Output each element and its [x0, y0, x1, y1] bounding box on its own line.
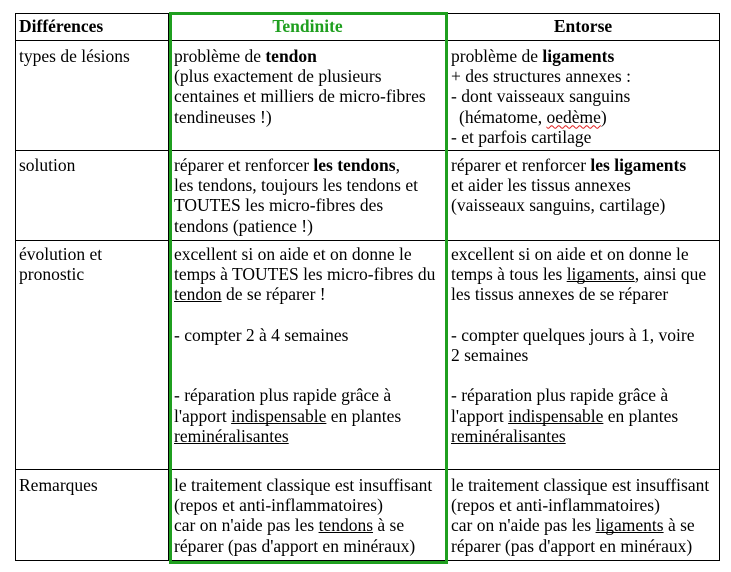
- cell-line: excellent si on aide et on donne le: [174, 244, 412, 264]
- text-segment: car on n'aide pas les: [451, 515, 596, 536]
- header-entorse: [447, 14, 720, 41]
- blank-line: [451, 365, 717, 385]
- cell-line: [451, 46, 717, 66]
- row-label: évolution et: [19, 244, 103, 264]
- underlined-text: tendons: [318, 515, 374, 536]
- cell-line: (repos et anti-inflammatoires): [174, 495, 383, 516]
- cell-remarques-tendinite: [169, 470, 447, 561]
- text-segment: temps à tous les: [451, 264, 567, 285]
- cell-line: [451, 107, 717, 127]
- text-segment: l'apport: [451, 405, 509, 426]
- cell-line: [451, 426, 717, 446]
- cell-line: - réparation plus rapide grâce à: [174, 385, 392, 406]
- cell-line: (plus exactement de plusieurs: [174, 66, 382, 87]
- cell-line: le traitement classique est insuffisant: [174, 475, 433, 495]
- header-label: Différences: [19, 16, 104, 36]
- cell-remarques-entorse: [447, 470, 720, 561]
- cell-evolution-pronostic-tendinite: [169, 241, 447, 470]
- text-segment: à se: [663, 515, 695, 536]
- text-segment: l'apport: [174, 405, 232, 426]
- spellcheck-flagged-text: oedème: [546, 106, 601, 127]
- cell-line: (repos et anti-inflammatoires): [451, 495, 660, 516]
- cell-line: les tendons, toujours les tendons et: [174, 175, 419, 196]
- underlined-text: ligaments: [566, 264, 635, 285]
- cell-line: centaines et milliers de micro-fibres: [174, 86, 426, 107]
- header-label: Entorse: [553, 16, 613, 36]
- comparison-table: [15, 13, 720, 561]
- cell-remarques-label: [16, 470, 169, 561]
- cell-types-de-lesions-entorse: [447, 41, 720, 151]
- blank-line: [451, 305, 717, 325]
- blank-line: [174, 345, 444, 365]
- text-segment: en plantes: [603, 405, 679, 426]
- cell-line: les tissus annexes de se réparer: [451, 284, 669, 305]
- cell-line: - compter 2 à 4 semaines: [174, 324, 349, 345]
- row-label: solution: [19, 155, 76, 175]
- cell-line: et aider les tissus annexes: [451, 175, 631, 196]
- text-segment: (hématome,: [459, 106, 547, 127]
- bold-text: les ligaments: [590, 155, 687, 175]
- cell-line: (vaisseaux sanguins, cartilage): [451, 195, 666, 216]
- text-segment: car on n'aide pas les: [174, 515, 319, 536]
- cell-line: 2 semaines: [451, 344, 529, 365]
- cell-line: excellent si on aide et on donne le: [451, 244, 689, 264]
- underlined-text: reminéralisantes: [451, 425, 566, 446]
- header-differences: [16, 14, 169, 41]
- underlined-text: tendon: [174, 284, 222, 305]
- cell-line: - compter quelques jours à 1, voire: [451, 324, 695, 345]
- cell-line: [174, 426, 444, 446]
- cell-types-de-lesions-label: [16, 41, 169, 151]
- cell-line: TOUTES les micro-fibres des: [174, 195, 384, 216]
- underlined-text: reminéralisantes: [174, 425, 289, 446]
- blank-line: [174, 305, 444, 325]
- row-label: pronostic: [19, 264, 85, 285]
- cell-evolution-pronostic-label: [16, 241, 169, 470]
- cell-line: [174, 406, 444, 426]
- bold-text: tendon: [265, 46, 317, 66]
- text-segment: problème de: [451, 46, 543, 66]
- text-segment: à se: [373, 515, 405, 536]
- cell-line: temps à TOUTES les micro-fibres du: [174, 264, 436, 285]
- underlined-text: ligaments: [595, 515, 664, 536]
- cell-line: - et parfois cartilage: [451, 126, 592, 147]
- underlined-text: indispensable: [231, 405, 327, 426]
- cell-line: [174, 46, 444, 66]
- text-segment: problème de: [174, 46, 266, 66]
- text-segment: ,: [395, 155, 400, 175]
- header-tendinite: [169, 14, 447, 41]
- cell-line: [451, 406, 717, 426]
- cell-line: [174, 515, 444, 535]
- cell-line: [174, 155, 444, 175]
- cell-line: le traitement classique est insuffisant: [451, 475, 710, 495]
- cell-line: - réparation plus rapide grâce à: [451, 385, 669, 406]
- bold-text: ligaments: [542, 46, 615, 66]
- header-label: Tendinite: [272, 16, 343, 36]
- cell-line: réparer (pas d'apport en minéraux): [451, 535, 693, 556]
- row-label: types de lésions: [19, 46, 130, 66]
- text-segment: réparer et renforcer: [451, 155, 591, 175]
- text-segment: , ainsi que: [634, 264, 707, 285]
- cell-solution-label: [16, 151, 169, 241]
- text-segment: en plantes: [326, 405, 402, 426]
- cell-solution-entorse: [447, 151, 720, 241]
- cell-line: [451, 264, 717, 284]
- cell-line: tendons (patience !): [174, 215, 313, 236]
- cell-line: + des structures annexes :: [451, 66, 631, 87]
- cell-line: tendineuses !): [174, 106, 272, 127]
- bold-text: les tendons: [313, 155, 396, 175]
- cell-line: [174, 284, 444, 304]
- cell-line: [451, 155, 717, 175]
- cell-evolution-pronostic-entorse: [447, 241, 720, 470]
- cell-types-de-lesions-tendinite: [169, 41, 447, 151]
- text-segment: ): [600, 106, 607, 127]
- cell-line: [451, 515, 717, 535]
- blank-line: [174, 365, 444, 385]
- cell-line: - dont vaisseaux sanguins: [451, 86, 631, 107]
- text-segment: réparer et renforcer: [174, 155, 314, 175]
- row-label: Remarques: [19, 475, 98, 495]
- underlined-text: indispensable: [508, 405, 604, 426]
- text-segment: de se réparer !: [221, 284, 326, 305]
- cell-solution-tendinite: [169, 151, 447, 241]
- cell-line: réparer (pas d'apport en minéraux): [174, 535, 416, 556]
